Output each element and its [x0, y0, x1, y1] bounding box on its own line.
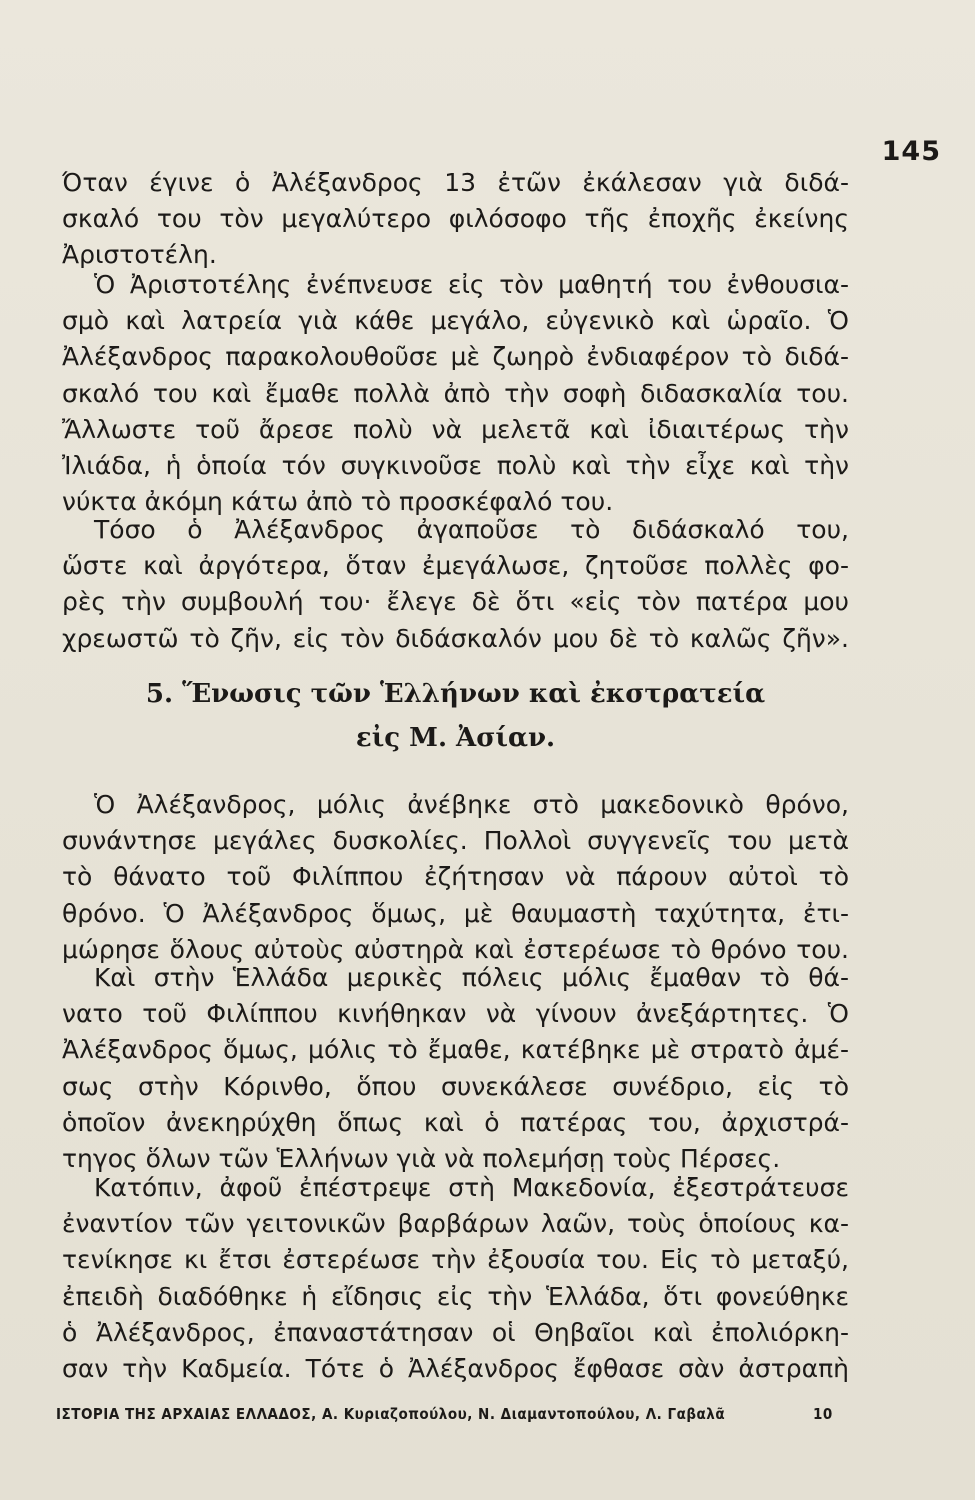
- text-line: Όταν έγινε ὁ Ἀλέξανδρος 13 ἐτῶν ἐκάλεσαν γιὰ διδά-: [62, 168, 849, 197]
- text-line: συνάντησε μεγάλες δυσκολίες. Πολλοὶ συγγενεῖς του μετὰ: [62, 826, 849, 856]
- text-line: θρόνο. Ὁ Ἀλέξανδρος ὅμως, μὲ θαυμαστὴ ταχύτητα, ἐτι-: [62, 898, 849, 928]
- paragraph-1: [62, 165, 849, 274]
- text-line: Ἀριστοτέλη.: [62, 240, 217, 270]
- text-line: τηγος ὅλων τῶν Ἑλλήνων γιὰ νὰ πολεμήσῃ τοὺς Πέρσες.: [62, 1143, 781, 1173]
- paragraph-5: [62, 960, 849, 1177]
- text-line: Τόσο ὁ Ἀλέξανδρος ἀγαποῦσε τὸ διδάσκαλό του,: [94, 515, 849, 544]
- text-line: Ἀλέξανδρος παρακολουθοῦσε μὲ ζωηρὸ ἐνδιαφέρον τὸ διδά-: [62, 342, 849, 372]
- text-line: Ἰλιάδα, ἡ ὁποία τόν συγκινοῦσε πολὺ καὶ τὴν εἶχε καὶ τὴν: [62, 450, 849, 480]
- text-line: Καὶ στὴν Ἑλλάδα μερικὲς πόλεις μόλις ἔμαθαν τὸ θά-: [94, 963, 849, 992]
- text-line: σαν τὴν Καδμεία. Τότε ὁ Ἀλέξανδρος ἔφθασε σὰν ἀστραπὴ: [62, 1353, 849, 1383]
- text-line: νύκτα ἀκόμη κάτω ἀπὸ τὸ προσκέφαλό του.: [62, 487, 614, 517]
- text-line: χρεωστῶ τὸ ζῆν, εἰς τὸν διδάσκαλόν μου δὲ τὸ καλῶς ζῆν».: [62, 623, 849, 653]
- section-heading: [62, 672, 849, 760]
- text-line: Ὁ Ἀριστοτέλης ἐνέπνευσε εἰς τὸν μαθητή του ἐνθουσια-: [94, 270, 849, 299]
- text-line: Κατόπιν, ἀφοῦ ἐπέστρεψε στὴ Μακεδονία, ἐξεστράτευσε: [94, 1173, 849, 1202]
- footer-signature: 10: [813, 1405, 833, 1423]
- text-line: ἐπειδὴ διαδόθηκε ἡ εἴδησις εἰς τὴν Ἑλλάδα, ὅτι φονεύθηκε: [62, 1281, 849, 1311]
- heading-line: εἰς Μ. Ἀσίαν.: [355, 723, 556, 753]
- text-line: σως στὴν Κόρινθο, ὅπου συνεκάλεσε συνέδριο, εἰς τὸ: [62, 1071, 849, 1101]
- paragraph-6: [62, 1170, 849, 1387]
- text-line: ὁποῖον ἀνεκηρύχθη ὅπως καὶ ὁ πατέρας του, ἀρχιστρά-: [62, 1107, 849, 1137]
- text-line: σκαλό του καὶ ἔμαθε πολλὰ ἀπὸ τὴν σοφὴ διδασκαλία του.: [62, 378, 849, 408]
- text-line: σκαλό του τὸν μεγαλύτερο φιλόσοφο τῆς ἐποχῆς ἐκείνης: [62, 204, 849, 234]
- text-line: ἐναντίον τῶν γειτονικῶν βαρβάρων λαῶν, τοὺς ὁποίους κα-: [62, 1209, 849, 1239]
- text-line: νατο τοῦ Φιλίππου κινήθηκαν νὰ γίνουν ἀνεξάρτητες. Ὁ: [62, 999, 849, 1029]
- text-line: τενίκησε κι ἔτσι ἐστερέωσε τὴν ἐξουσία του. Εἰς τὸ μεταξύ,: [62, 1245, 849, 1275]
- footer-book-title: ΙΣΤΟΡΙΑ ΤΗΣ ΑΡΧΑΙΑΣ ΕΛΛΑΔΟΣ, Α. Κυριαζοπούλου, Ν. Διαμαντοπούλου, Λ. Γαβαλᾶ: [56, 1405, 726, 1423]
- text-line: σμὸ καὶ λατρεία γιὰ κάθε μεγάλο, εὐγενικὸ καὶ ὡραῖο. Ὁ: [62, 306, 849, 336]
- heading-line: 5. Ἕνωσις τῶν Ἑλλήνων καὶ ἐκστρατεία: [145, 679, 766, 709]
- paragraph-4: [62, 787, 849, 968]
- text-line: ρὲς τὴν συμβουλή του· ἔλεγε δὲ ὅτι «εἰς τὸν πατέρα μου: [62, 587, 849, 617]
- text-line: ὁ Ἀλέξανδρος, ἐπαναστάτησαν οἱ Θηβαῖοι καὶ ἐπολιόρκη-: [62, 1317, 849, 1347]
- text-line: Ὁ Ἀλέξανδρος, μόλις ἀνέβηκε στὸ μακεδονικὸ θρόνο,: [94, 790, 849, 819]
- text-line: Ἄλλωστε τοῦ ἄρεσε πολὺ νὰ μελετᾶ καὶ ἰδιαιτέρως τὴν: [62, 414, 849, 444]
- page-number: 145: [881, 136, 941, 167]
- page-footer: [56, 1405, 833, 1423]
- text-line: Ἀλέξανδρος ὅμως, μόλις τὸ ἔμαθε, κατέβηκε μὲ στρατὸ ἀμέ-: [62, 1035, 849, 1065]
- text-line: μώρησε ὅλους αὐτοὺς αὐστηρὰ καὶ ἐστερέωσε τὸ θρόνο του.: [62, 934, 849, 964]
- text-line: ὥστε καὶ ἀργότερα, ὅταν ἐμεγάλωσε, ζητοῦσε πολλὲς φο-: [62, 551, 849, 581]
- paragraph-2: [62, 267, 849, 520]
- paragraph-3: [62, 512, 849, 657]
- text-line: τὸ θάνατο τοῦ Φιλίππου ἐζήτησαν νὰ πάρουν αὐτοὶ τὸ: [62, 862, 849, 892]
